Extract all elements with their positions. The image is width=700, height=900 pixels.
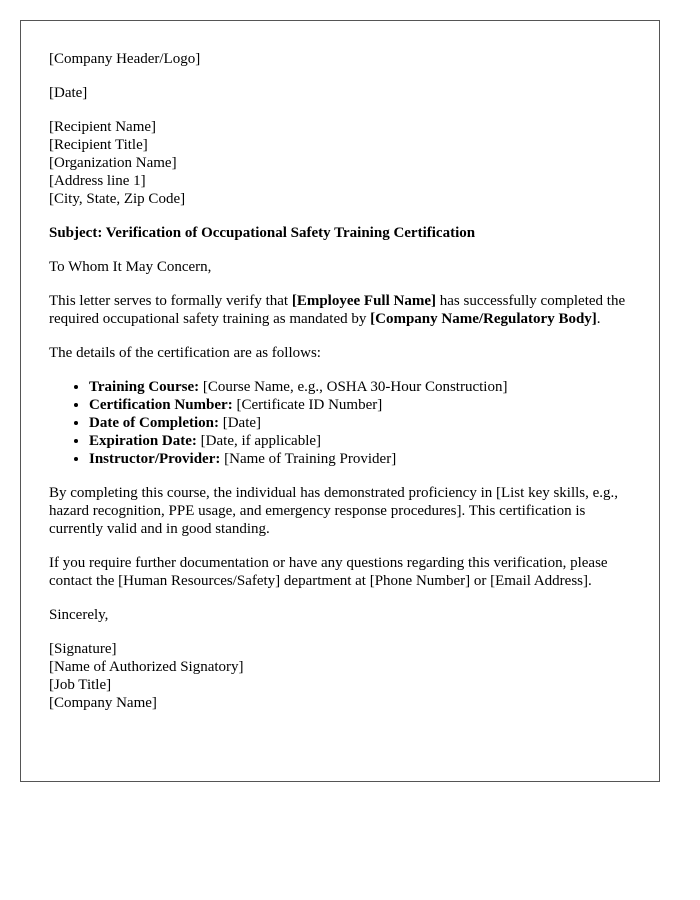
subject-text: Subject: Verification of Occupational Safety Training Certification: [49, 225, 476, 241]
recipient-block: [49, 118, 631, 208]
letter-date: [49, 84, 631, 102]
detail-date-of-completion: [89, 414, 631, 432]
detail-instructor-provider: [89, 450, 631, 468]
detail-value: [Date, if applicable]: [196, 433, 322, 449]
detail-certification-number: [89, 396, 631, 414]
recipient-address-line-1: [Address line 1]: [49, 173, 146, 189]
detail-label: Instructor/Provider:: [89, 451, 221, 467]
details-intro: The details of the certification are as follows:: [49, 345, 321, 361]
closing: Sincerely,: [49, 607, 109, 623]
subject-line: [49, 224, 631, 242]
intro-text-2: has successfully completed the required occupational safety training as mandated by: [49, 293, 626, 327]
signatory-name: [Name of Authorized Signatory]: [49, 659, 244, 675]
recipient-name: [Recipient Name]: [49, 119, 157, 135]
recipient-title: [Recipient Title]: [49, 137, 148, 153]
signature-block: [49, 640, 631, 712]
detail-value: [Course Name, e.g., OSHA 30-Hour Construction]: [199, 379, 508, 395]
detail-label: Training Course:: [89, 379, 200, 395]
intro-text-1: This letter serves to formally verify that: [49, 293, 292, 309]
regulatory-body-placeholder: [Company Name/Regulatory Body]: [370, 311, 597, 327]
detail-label: Date of Completion:: [89, 415, 219, 431]
detail-label: Certification Number:: [89, 397, 233, 413]
employee-name-placeholder: [Employee Full Name]: [291, 293, 436, 309]
letter-page: [20, 20, 660, 782]
detail-training-course: [89, 378, 631, 396]
detail-value: [Name of Training Provider]: [220, 451, 397, 467]
signature-placeholder: [Signature]: [49, 641, 117, 657]
date-text: [Date]: [49, 85, 88, 101]
company-header-text: [Company Header/Logo]: [49, 51, 201, 67]
proficiency-paragraph: By completing this course, the individual has demonstrated proficiency in [List key skills, e.g., hazard recognition, PPE usage, and emergency response procedures]. This certification is currently valid and in good standing.: [49, 485, 619, 537]
signatory-company: [Company Name]: [49, 695, 157, 711]
certification-details-list: [49, 378, 631, 468]
recipient-organization: [Organization Name]: [49, 155, 177, 171]
detail-expiration-date: [89, 432, 631, 450]
intro-paragraph: [49, 292, 631, 328]
intro-text-3: .: [596, 311, 601, 327]
recipient-city-state-zip: [City, State, Zip Code]: [49, 191, 186, 207]
contact-paragraph: If you require further documentation or have any questions regarding this verification, please contact the [Human Resources/Safety] department at [Phone Number] or [Email Address].: [49, 555, 608, 589]
detail-value: [Certificate ID Number]: [232, 397, 383, 413]
signatory-job-title: [Job Title]: [49, 677, 112, 693]
company-header: [49, 50, 631, 68]
detail-value: [Date]: [218, 415, 262, 431]
salutation: To Whom It May Concern,: [49, 259, 212, 275]
detail-label: Expiration Date:: [89, 433, 197, 449]
